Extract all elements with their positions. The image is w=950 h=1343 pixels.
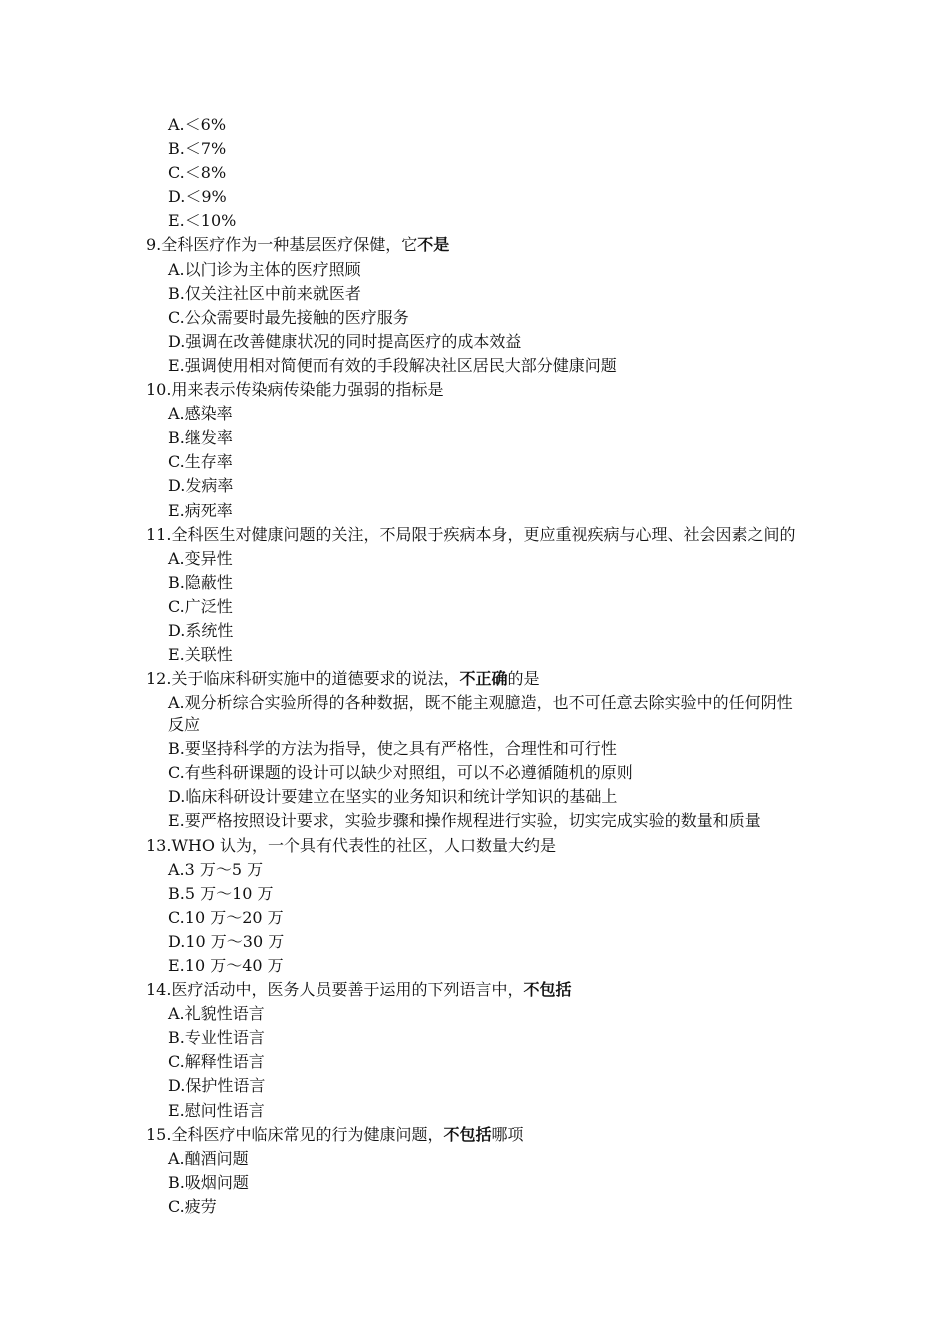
q10-stem: 10.用来表示传染病传染能力强弱的指标是: [146, 380, 444, 400]
q10-option-c: C.生存率: [168, 452, 233, 472]
q9-option-b: B.仅关注社区中前来就医者: [168, 283, 361, 303]
q15-stem-text: 15.全科医疗中临床常见的行为健康问题，: [146, 1124, 444, 1144]
q13-option-a: A.3 万～5 万: [168, 859, 264, 879]
q11-option-d: D.系统性: [168, 620, 234, 640]
q11-option-e: E.关联性: [168, 644, 233, 664]
q14-option-c: C.解释性语言: [168, 1052, 265, 1072]
q15-stem-tail: 哪项: [491, 1124, 524, 1144]
q12-option-e: E.要严格按照设计要求，实验步骤和操作规程进行实验，切实完成实验的数量和质量: [168, 811, 761, 831]
q13-option-b: B.5 万～10 万: [168, 883, 274, 903]
q8-option-a: A.＜6%: [168, 115, 227, 134]
q11-option-c: C.广泛性: [168, 596, 233, 616]
q10-option-b: B.继发率: [168, 428, 233, 448]
q9-option-e: E.强调使用相对简便而有效的手段解决社区居民大部分健康问题: [168, 355, 617, 375]
q8-option-b: B.＜7%: [168, 139, 227, 159]
q10-option-d: D.发病率: [168, 476, 234, 496]
q9-stem-text: 9.全科医疗作为一种基层医疗保健，它: [146, 235, 418, 255]
q8-option-c: C.＜8%: [168, 163, 227, 183]
q15-option-c: C.疲劳: [168, 1196, 217, 1216]
q12-stem: [146, 667, 826, 691]
q15-option-b: B.吸烟问题: [168, 1172, 249, 1192]
q13-option-e: E.10 万～40 万: [168, 956, 284, 975]
q9-option-a: A.以门诊为主体的医疗照顾: [168, 259, 361, 279]
exam-page: [146, 113, 826, 1219]
q14-option-a: A.礼貌性语言: [168, 1004, 265, 1024]
q11-option-a: A.变异性: [168, 548, 233, 568]
q12-stem-tail: 的是: [507, 669, 540, 689]
q11-option-b: B.隐蔽性: [168, 572, 233, 592]
q9-emphasis: 不是: [417, 235, 450, 255]
q11-stem: 11.全科医生对健康问题的关注，不局限于疾病本身，更应重视疾病与心理、社会因素之间的: [146, 524, 796, 544]
q12-option-a: A.观分析综合实验所得的各种数据，既不能主观臆造，也不可任意去除实验中的任何阴性反应: [168, 693, 793, 735]
q9-stem: [146, 233, 826, 257]
q8-option-e: E.＜10%: [168, 211, 237, 231]
q13-stem: 13.WHO 认为，一个具有代表性的社区，人口数量大约是: [146, 835, 557, 855]
q13-option-c: C.10 万～20 万: [168, 907, 284, 927]
q14-emphasis: 不包括: [523, 980, 572, 1000]
q9-option-d: D.强调在改善健康状况的同时提高医疗的成本效益: [168, 331, 522, 351]
q12-option-c: C.有些科研课题的设计可以缺少对照组，可以不必遵循随机的原则: [168, 763, 633, 783]
q15-stem: [146, 1123, 826, 1147]
q12-option-b: B.要坚持科学的方法为指导，使之具有严格性，合理性和可行性: [168, 739, 617, 759]
q14-option-d: D.保护性语言: [168, 1076, 266, 1096]
q14-stem-text: 14.医疗活动中，医务人员要善于运用的下列语言中，: [146, 980, 524, 1000]
q12-emphasis: 不正确: [459, 669, 508, 689]
q10-option-e: E.病死率: [168, 500, 233, 520]
q8-option-d: D.＜9%: [168, 187, 227, 207]
q14-option-b: B.专业性语言: [168, 1028, 265, 1048]
q9-option-c: C.公众需要时最先接触的医疗服务: [168, 307, 409, 327]
q15-option-a: A.酗酒问题: [168, 1148, 249, 1168]
q12-option-d: D.临床科研设计要建立在坚实的业务知识和统计学知识的基础上: [168, 787, 618, 807]
q14-stem: [146, 978, 826, 1002]
q15-emphasis: 不包括: [443, 1124, 492, 1144]
q13-option-d: D.10 万～30 万: [168, 931, 285, 951]
q12-stem-text: 12.关于临床科研实施中的道德要求的说法，: [146, 669, 460, 689]
q10-option-a: A.感染率: [168, 404, 233, 424]
q14-option-e: E.慰问性语言: [168, 1100, 265, 1120]
